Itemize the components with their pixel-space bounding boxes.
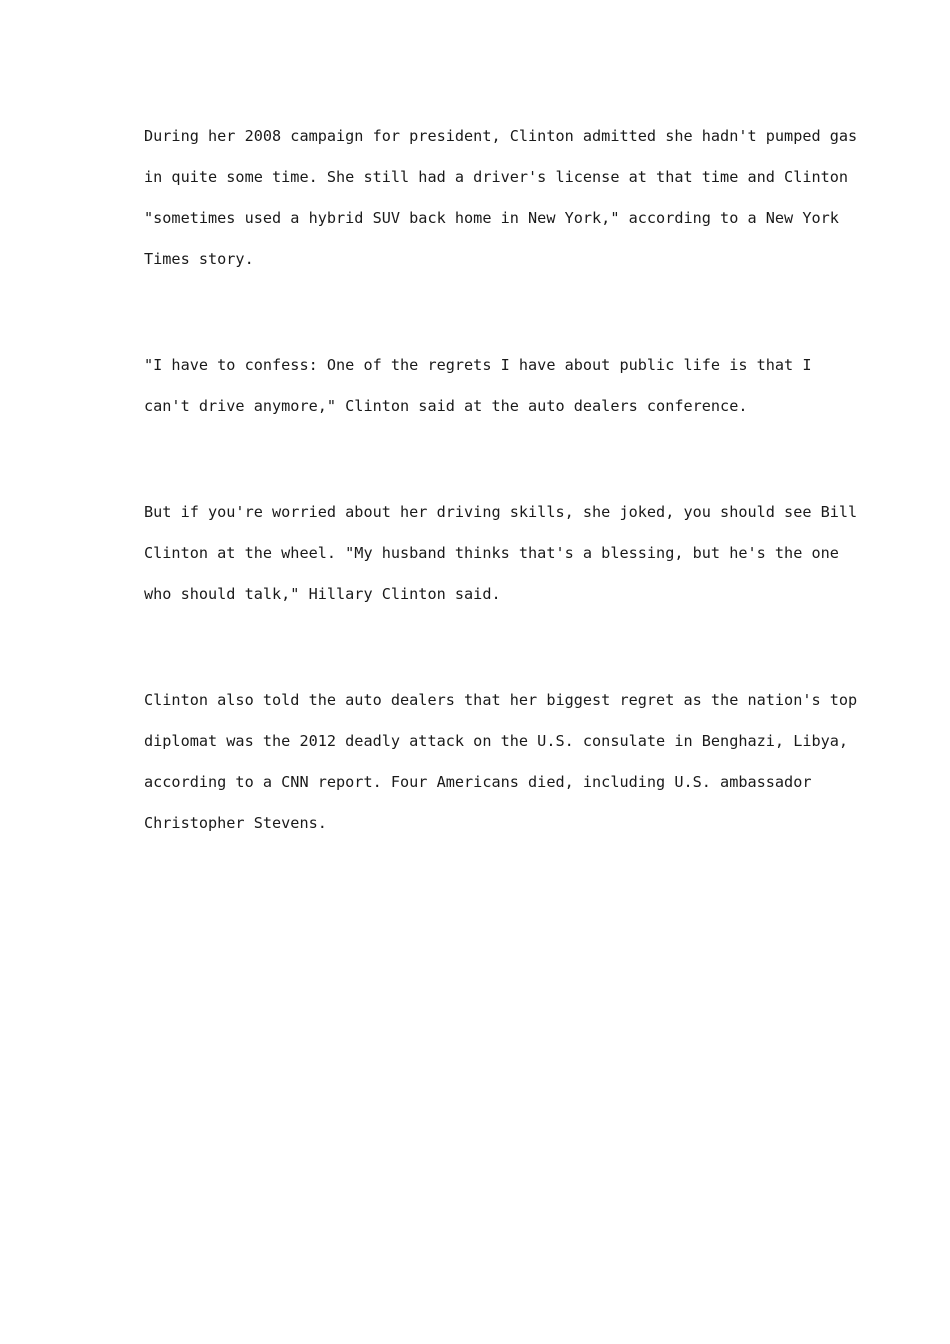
text-line: in quite some time. She still had a driver's license at that time and Clinton <box>144 168 849 186</box>
text-line: "I have to confess: One of the regrets I have about public life is that I <box>144 356 812 374</box>
text-line: diplomat was the 2012 deadly attack on the U.S. consulate in Benghazi, Libya, <box>144 732 849 750</box>
text-line: Clinton at the wheel. "My husband thinks that's a blessing, but he's the one <box>144 544 839 562</box>
document-body <box>144 116 858 909</box>
text-line: who should talk," Hillary Clinton said. <box>144 585 501 603</box>
text-line: "sometimes used a hybrid SUV back home in New York," according to a New York <box>144 209 839 227</box>
paragraph-4 <box>144 680 858 844</box>
paragraph-3 <box>144 492 858 615</box>
text-line: Times story. <box>144 250 254 268</box>
text-line: according to a CNN report. Four Americans died, including U.S. ambassador <box>144 773 812 791</box>
text-line: But if you're worried about her driving skills, she joked, you should see Bill <box>144 503 858 521</box>
text-line: During her 2008 campaign for president, Clinton admitted she hadn't pumped gas <box>144 127 858 145</box>
paragraph-2 <box>144 345 824 427</box>
text-line: can't drive anymore," Clinton said at the auto dealers conference. <box>144 397 748 415</box>
paragraph-1 <box>144 116 858 280</box>
text-line: Christopher Stevens. <box>144 814 327 832</box>
text-line: Clinton also told the auto dealers that her biggest regret as the nation's top <box>144 691 858 709</box>
